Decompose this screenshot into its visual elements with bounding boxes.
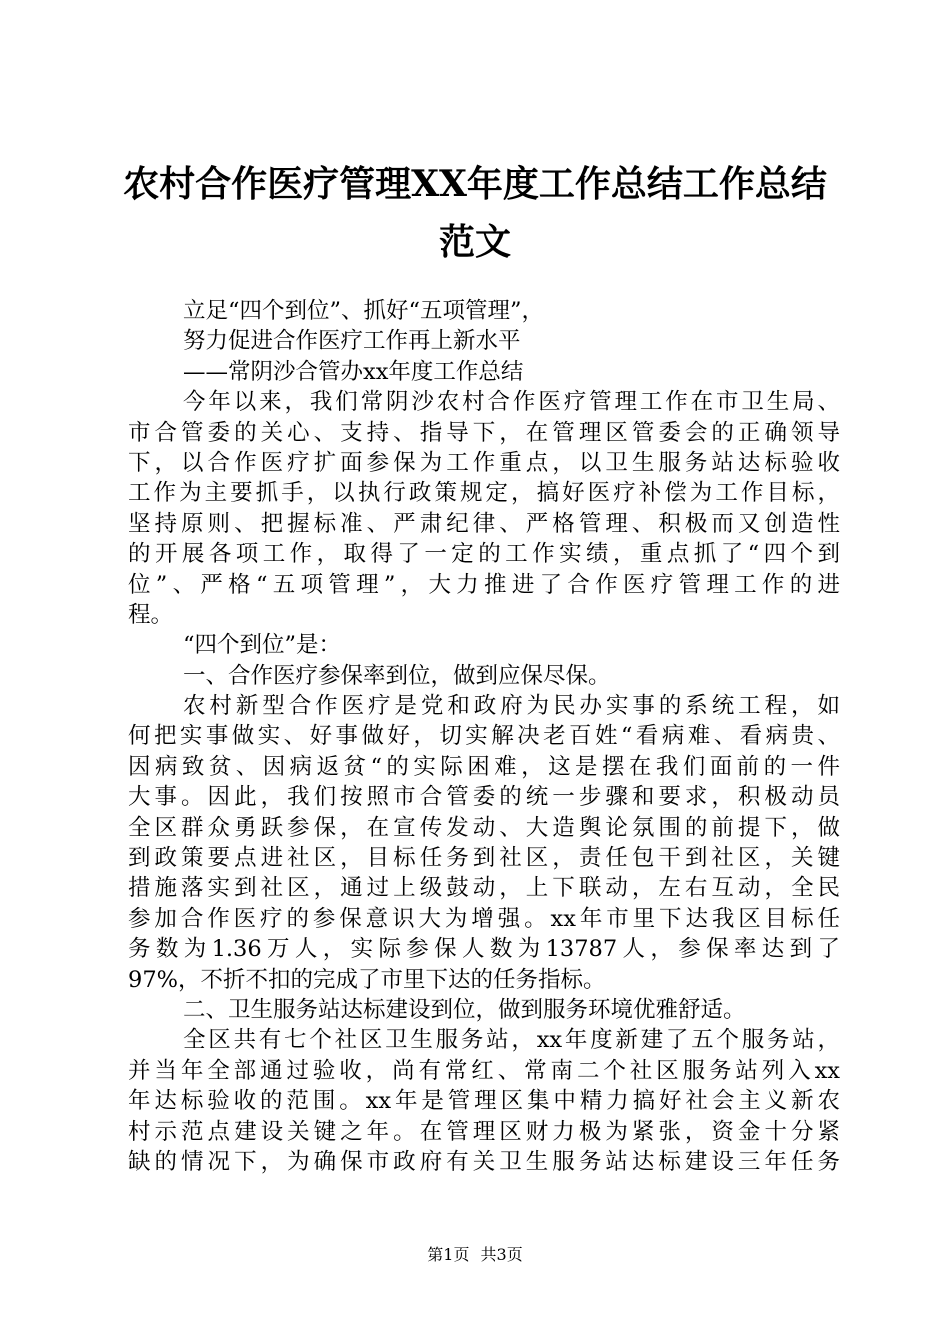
page-number: 第1页 — [427, 1245, 470, 1264]
body-line: 全区群众勇跃参保，在宣传发动、大造舆论氛围的前提下，做 — [128, 814, 840, 841]
body-line: 位”、严格“五项管理”，大力推进了合作医疗管理工作的进 — [128, 571, 840, 598]
body-line: 立足“四个到位”、抓好“五项管理”， — [183, 298, 545, 324]
body-line: 农村新型合作医疗是党和政府为民办实事的系统工程，如 — [183, 693, 840, 720]
body-line: 缺的情况下，为确保市政府有关卫生服务站达标建设三年任务 — [128, 1148, 840, 1175]
document-title-line1: 农村合作医疗管理XX年度工作总结工作总结 — [123, 163, 827, 205]
body-line: 务数为1.36万人，实际参保人数为13787人，参保率达到了 — [128, 936, 840, 963]
body-line: 坚持原则、把握标准、严肃纪律、严格管理、积极而又创造性 — [128, 510, 840, 537]
body-line: 97%，不折不扣的完成了市里下达的任务指标。 — [128, 966, 606, 993]
body-line: 的开展各项工作，取得了一定的工作实绩，重点抓了“四个到 — [128, 541, 840, 568]
body-line: 一、合作医疗参保率到位，做到应保尽保。 — [183, 662, 611, 689]
page-footer — [0, 1245, 950, 1265]
document-title-line2: 范文 — [438, 221, 511, 263]
body-line: 下，以合作医疗扩面参保为工作重点，以卫生服务站达标验收 — [128, 449, 840, 476]
body-line: 因病致贫、因病返贫“的实际困难，这是摆在我们面前的一件 — [128, 753, 840, 780]
body-line: 程。 — [128, 601, 174, 628]
body-line: ——常阴沙合管办xx年度工作总结 — [183, 358, 524, 385]
body-line: 努力促进合作医疗工作再上新水平 — [183, 328, 521, 355]
body-line: 年达标验收的范围。xx年是管理区集中精力搞好社会主义新农 — [128, 1088, 840, 1115]
body-line: 全区共有七个社区卫生服务站，xx年度新建了五个服务站， — [183, 1027, 840, 1054]
body-line: 何把实事做实、好事做好，切实解决老百姓“看病难、看病贵、 — [128, 723, 840, 750]
body-line: “四个到位”是： — [183, 632, 342, 659]
document-body — [128, 296, 840, 1177]
body-line: 参加合作医疗的参保意识大为增强。xx年市里下达我区目标任 — [128, 905, 840, 932]
body-line: 村示范点建设关键之年。在管理区财力极为紧张，资金十分紧 — [128, 1118, 840, 1145]
body-line: 二、卫生服务站达标建设到位，做到服务环境优雅舒适。 — [183, 996, 746, 1023]
body-line: 今年以来，我们常阴沙农村合作医疗管理工作在市卫生局、 — [183, 389, 840, 416]
body-line: 到政策要点进社区，目标任务到社区，责任包干到社区，关键 — [128, 845, 840, 872]
body-line: 措施落实到社区，通过上级鼓动，上下联动，左右互动，全民 — [128, 875, 840, 902]
body-line: 大事。因此，我们按照市合管委的统一步骤和要求，积极动员 — [128, 784, 840, 811]
body-line: 市合管委的关心、支持、指导下，在管理区管委会的正确领导 — [128, 419, 840, 446]
page-total: 共3页 — [480, 1245, 523, 1264]
body-line: 工作为主要抓手，以执行政策规定，搞好医疗补偿为工作目标， — [128, 480, 840, 507]
body-line: 并当年全部通过验收，尚有常红、常南二个社区服务站列入xx — [128, 1057, 840, 1084]
